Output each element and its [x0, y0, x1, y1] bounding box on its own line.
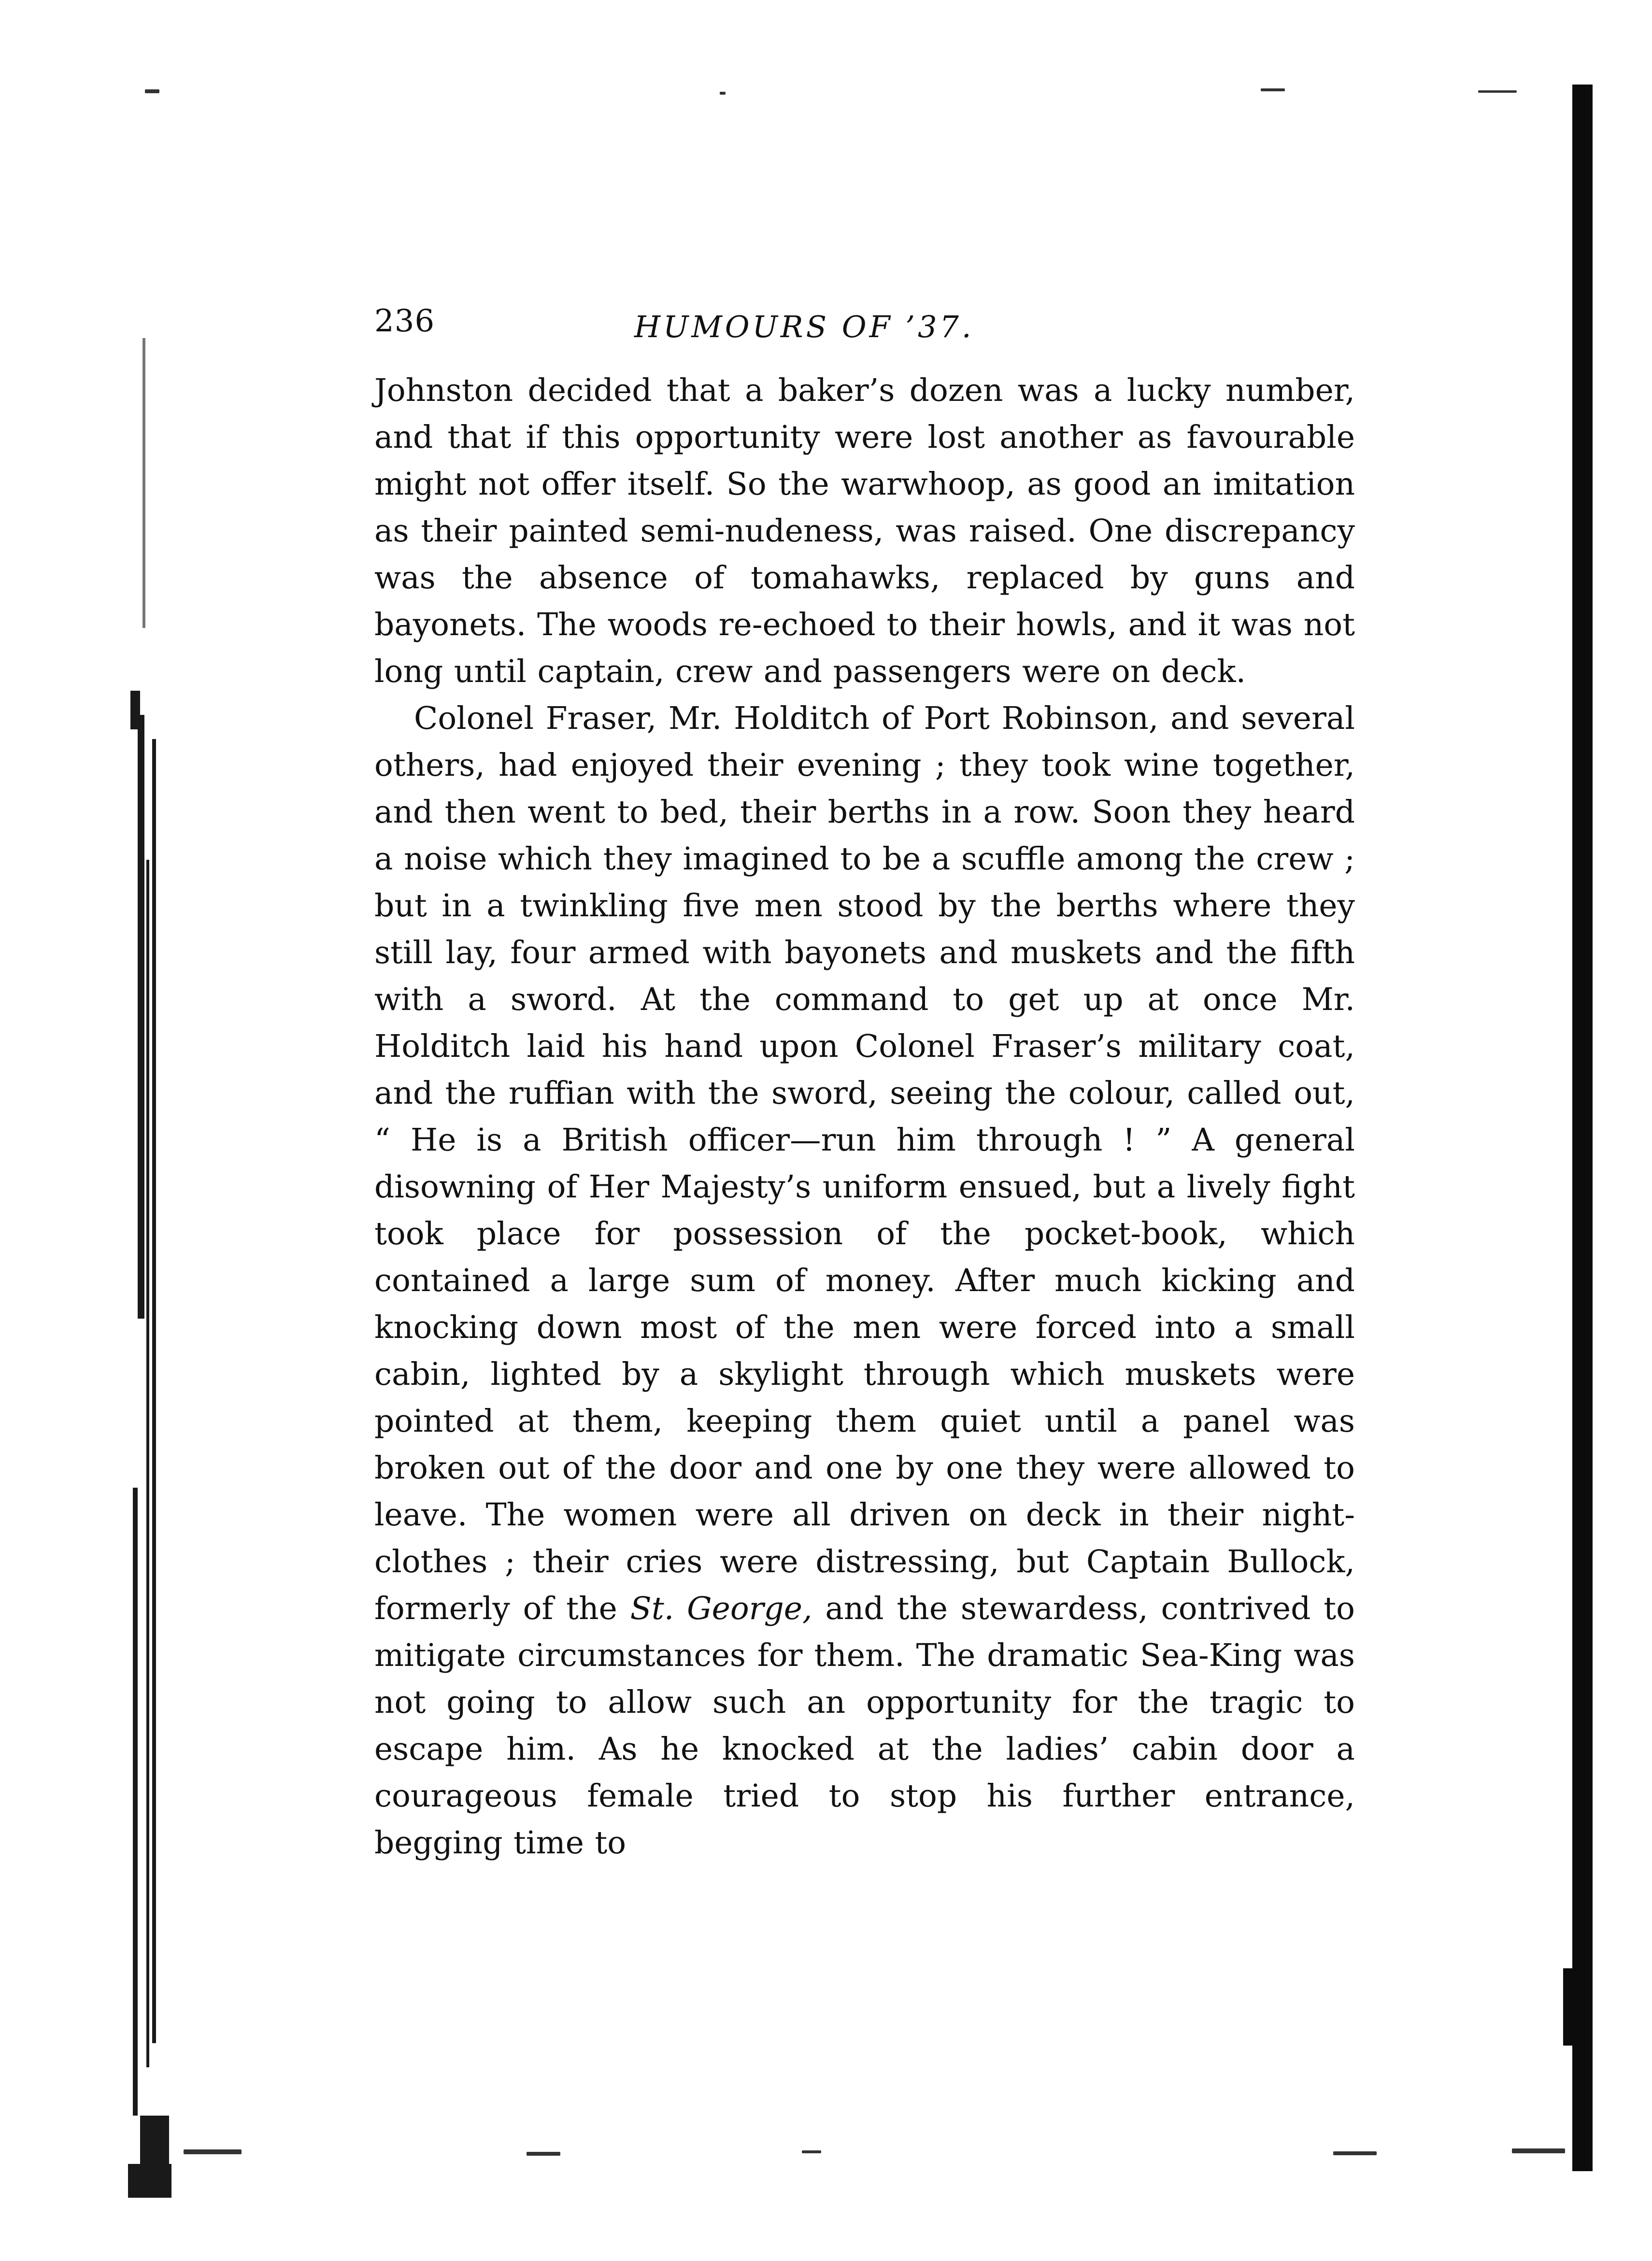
page-header [374, 295, 1355, 367]
running-head: HUMOURS OF ’37. [634, 309, 974, 344]
scan-noise-top [126, 80, 1575, 99]
binding-gutter-shadow [123, 87, 181, 2203]
scan-noise-bottom [126, 2145, 1575, 2164]
page-edge-shadow [1572, 85, 1593, 2171]
ship-name: St. George, [630, 1591, 812, 1627]
paragraph-2-part-a: Colonel Fraser, Mr. Holditch of Port Robinson, and several others, had enjoyed their evening ; they took wine together, and then went to bed, their berths in a row. Soon they heard a noise which they imagined to be a scuffle among the crew ; but in a twinkling five men stood by the berths where they still lay, four armed with bayonets and muskets and the fifth with a sword. At the command to get up at once Mr. Holditch laid his hand upon Colonel Fraser’s military coat, and the ruffian with the sword, seeing the colour, called out, “ He is a British officer—run him through ! ” A general disowning of Her Majesty’s uniform ensued, but a lively fight took place for possession of the pocket-book, which contained a large sum of money. After much kicking and knocking down most of the men were forced into a small cabin, lighted by a skylight through which muskets were pointed at them, keeping them quiet until a panel was broken out of the door and one by one they were allowed to leave. The women were all driven on deck in their night-clothes ; their cries were distressing, but Captain Bullock, formerly of the [374, 700, 1355, 1627]
page-number: 236 [374, 303, 435, 339]
body-text [374, 367, 1355, 1866]
paragraph-2 [374, 695, 1355, 1866]
page-edge-notch [1563, 1968, 1573, 2046]
paragraph-2-part-b: and the stewardess, contrived to mitigate circumstances for them. The dramatic Sea-King was not going to allow such an opportunity for the tragic to escape him. As he knocked at the ladies’ cabin door a courageous female tried to stop his further entrance, begging time to [374, 1591, 1355, 1861]
book-page [374, 295, 1355, 1866]
paragraph-1: Johnston decided that a baker’s dozen was a lucky number, and that if this opportunity were lost another as favourable might not offer itself. So the warwhoop, as good an imitation as their painted semi-nudeness, was raised. One discrepancy was the absence of tomahawks, replaced by guns and bayonets. The woods re-echoed to their howls, and it was not long until captain, crew and passengers were on deck. [374, 372, 1355, 690]
